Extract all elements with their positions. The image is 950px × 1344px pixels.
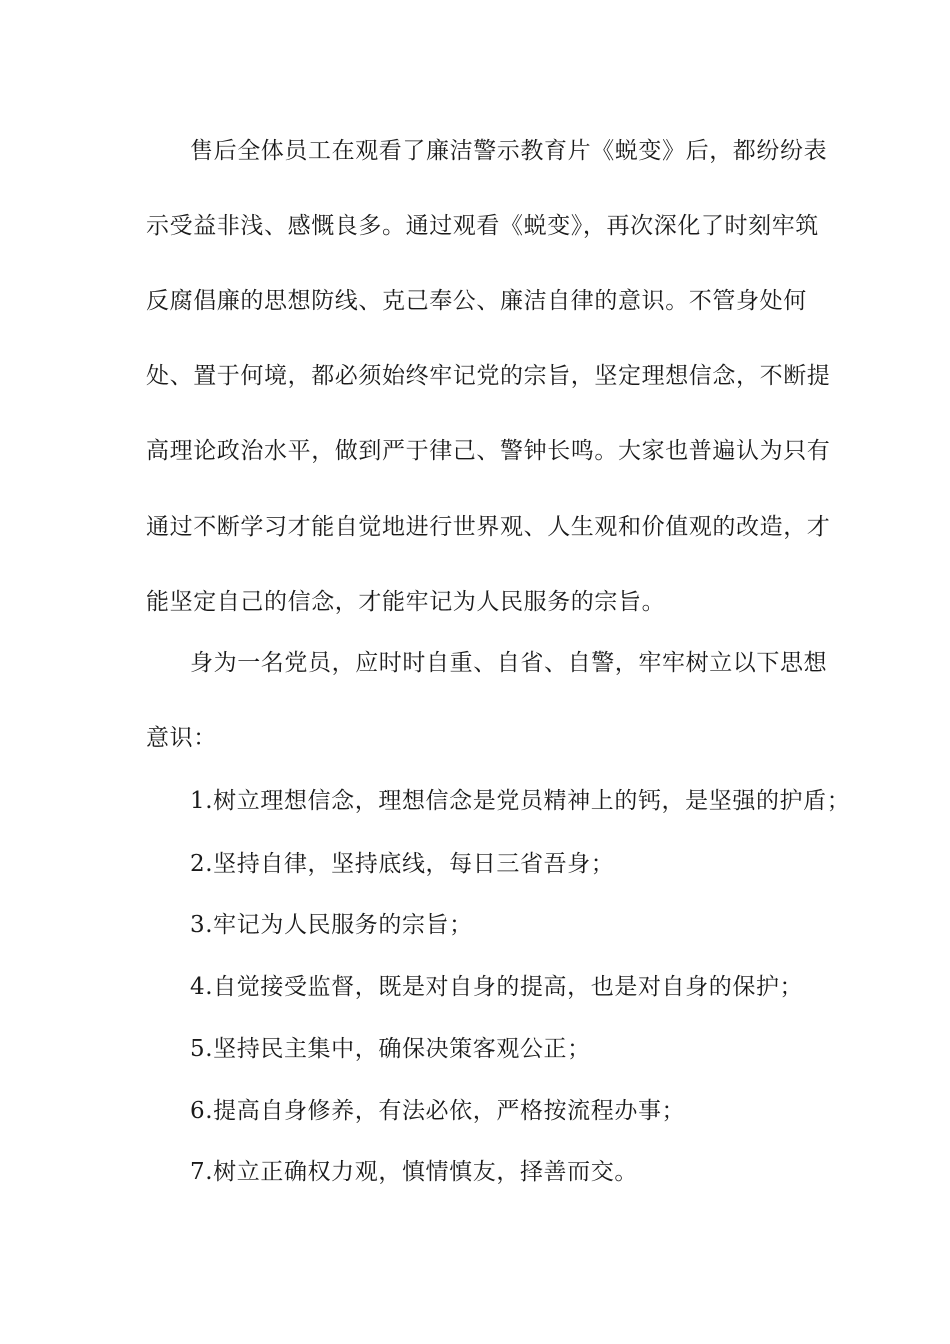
paragraph-line: 意识： (146, 725, 217, 751)
list-item: 7.树立正确权力观，慎情慎友，择善而交。 (190, 1159, 638, 1185)
list-item: 6.提高自身修养，有法必依，严格按流程办事； (190, 1098, 686, 1124)
paragraph-line: 示受益非浅、感慨良多。通过观看《蜕变》，再次深化了时刻牢筑 (146, 213, 819, 239)
paragraph-line: 身为一名党员，应时时自重、自省、自警，牢牢树立以下思想 (190, 650, 828, 676)
paragraph-line: 处、置于何境，都必须始终牢记党的宗旨，坚定理想信念，不断提 (146, 363, 831, 389)
list-item: 4.自觉接受监督，既是对自身的提高，也是对自身的保护； (190, 974, 804, 1000)
list-item: 1.树立理想信念，理想信念是党员精神上的钙，是坚强的护盾； (190, 788, 851, 814)
paragraph-line: 反腐倡廉的思想防线、克己奉公、廉洁自律的意识。不管身处何 (146, 288, 807, 314)
paragraph-line: 高理论政治水平，做到严于律己、警钟长鸣。大家也普遍认为只有 (146, 438, 831, 464)
paragraph-line: 能坚定自己的信念，才能牢记为人民服务的宗旨。 (146, 589, 666, 615)
paragraph-line: 通过不断学习才能自觉地进行世界观、人生观和价值观的改造，才 (146, 514, 831, 540)
list-item: 3.牢记为人民服务的宗旨； (190, 912, 473, 938)
paragraph-line: 售后全体员工在观看了廉洁警示教育片《蜕变》后，都纷纷表 (190, 138, 828, 164)
list-item: 5.坚持民主集中，确保决策客观公正； (190, 1036, 591, 1062)
list-item: 2.坚持自律，坚持底线，每日三省吾身； (190, 851, 615, 877)
